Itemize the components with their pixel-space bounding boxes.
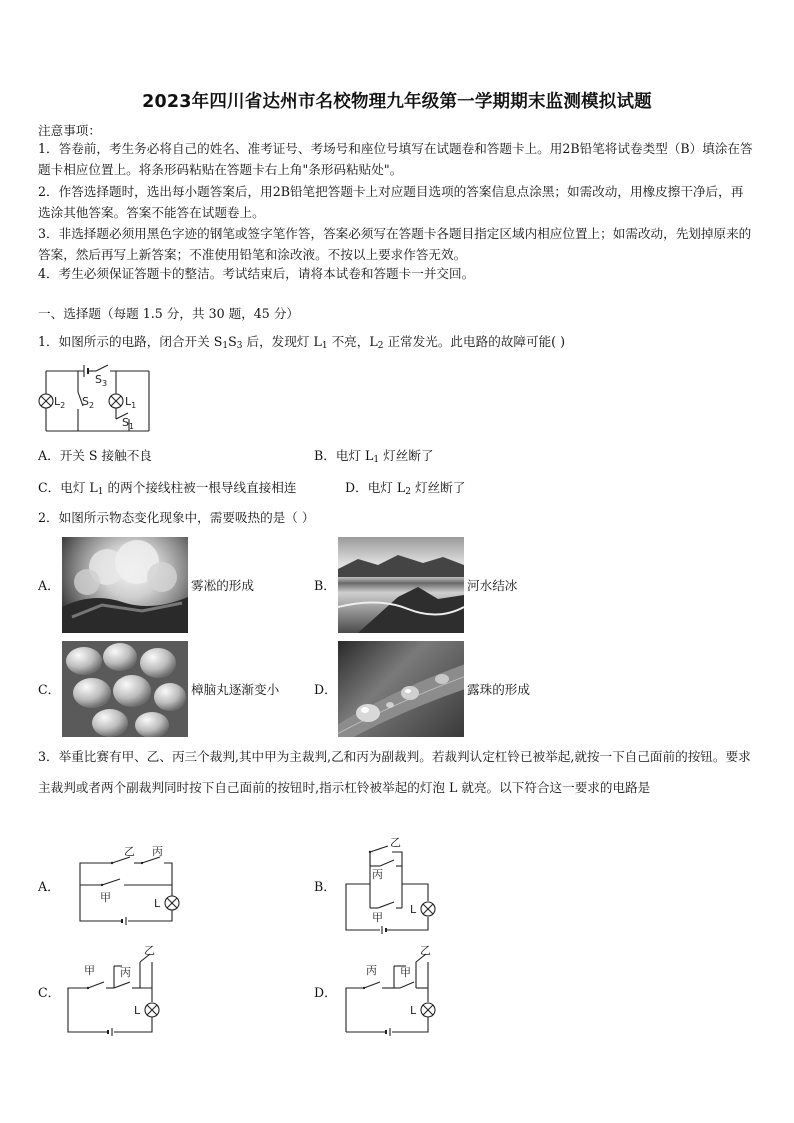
q1-option-d[interactable]: D．电灯 $L_2$ 灯丝断了 bbox=[345, 480, 466, 497]
q3c-label-bing: 丙 bbox=[120, 966, 131, 979]
q1-label-s2: $S_2$ bbox=[82, 395, 95, 410]
q3-option-b-letter[interactable]: B． bbox=[314, 879, 336, 894]
q2-option-b-caption: 河水结冰 bbox=[467, 578, 518, 593]
notice-item-1: 1．答卷前，考生务必将自己的姓名、准考证号、考场号和座位号填写在试题卷和答题卡上。用2B铅笔将试卷类型（B）填涂在答题卡相应位置上。将条形码粘贴在答题卡右上角"条形码粘贴处"。 bbox=[38, 141, 753, 177]
q1-stem: 1．如图所示的电路，闭合开关 $S_1S_3$ 后，发现灯 $L_1$ 不亮，$L_2$ 正常发光。此电路的故障可能( ) bbox=[38, 334, 566, 351]
q3a-label-lamp: L bbox=[154, 897, 161, 910]
q3a-label-bing: 丙 bbox=[152, 845, 163, 858]
q2-option-d-caption: 露珠的形成 bbox=[467, 682, 530, 697]
q3d-label-yi: 乙 bbox=[420, 944, 431, 957]
q1-label-l1: $L_1$ bbox=[125, 395, 137, 410]
q3-circuit-d bbox=[340, 940, 452, 1040]
page-title: 2023年四川省达州市名校物理九年级第一学期期末监测模拟试题 bbox=[142, 92, 652, 112]
q2-option-b-letter[interactable]: B． bbox=[314, 578, 336, 593]
q2-photo-dew bbox=[338, 641, 464, 737]
q3c-label-lamp: L bbox=[134, 1004, 141, 1017]
q1-option-a[interactable]: A．开关 S 接触不良 bbox=[38, 448, 152, 463]
q3d-label-bing: 丙 bbox=[366, 964, 377, 977]
q1-option-c[interactable]: C．电灯 $L_1$ 的两个接线柱被一根导线直接相连 bbox=[38, 480, 297, 497]
notice-item-3: 3．非选择题必须用黑色字迹的钢笔或签字笔作答，答案必须写在答题卡各题目指定区域内相应位置上；如需改动，先划掉原来的答案，然后再写上新答案；不准使用铅笔和涂改液。不按以上要求作答无效。 bbox=[38, 226, 752, 262]
q3-circuit-c bbox=[64, 940, 176, 1040]
q2-option-c-caption: 樟脑丸逐渐变小 bbox=[191, 682, 280, 697]
notice-item-2: 2．作答选择题时，选出每小题答案后，用2B铅笔把答题卡上对应题目选项的答案信息点涂黑；如需改动，用橡皮擦干净后，再选涂其他答案。答案不能答在试题卷上。 bbox=[38, 184, 744, 220]
q3a-label-jia: 甲 bbox=[100, 891, 111, 904]
q1-label-s3: $S_3$ bbox=[95, 373, 108, 388]
q3-circuit-a bbox=[72, 843, 192, 929]
q2-option-c-letter[interactable]: C． bbox=[38, 682, 61, 697]
q2-photo-river-ice bbox=[338, 537, 464, 633]
q1-label-l2: $L_2$ bbox=[54, 395, 66, 410]
q3d-label-lamp: L bbox=[410, 1004, 417, 1017]
q3c-label-yi: 乙 bbox=[144, 944, 155, 957]
q3a-label-yi: 乙 bbox=[124, 845, 135, 858]
notice-heading: 注意事项： bbox=[38, 123, 101, 138]
q3c-label-jia: 甲 bbox=[84, 964, 95, 977]
q3-option-a-letter[interactable]: A． bbox=[38, 879, 60, 894]
q2-photo-rime bbox=[62, 537, 188, 633]
q3-option-d-letter[interactable]: D． bbox=[314, 985, 337, 1000]
q1-circuit-diagram bbox=[34, 356, 158, 436]
q2-option-a-caption: 雾凇的形成 bbox=[191, 578, 254, 593]
q3b-label-jia: 甲 bbox=[372, 911, 383, 924]
q3d-label-jia: 甲 bbox=[400, 966, 411, 979]
q3-circuit-b bbox=[338, 838, 438, 938]
notice-item-4: 4．考生必须保证答题卡的整洁。考试结束后，请将本试卷和答题卡一并交回。 bbox=[38, 266, 475, 281]
q1-option-b[interactable]: B．电灯 $L_1$ 灯丝断了 bbox=[314, 448, 434, 465]
section-heading: 一、选择题（每题 1.5 分，共 30 题，45 分） bbox=[38, 306, 300, 321]
q3-option-c-letter[interactable]: C． bbox=[38, 985, 61, 1000]
q2-photo-mothballs bbox=[62, 641, 188, 737]
q3b-label-lamp: L bbox=[410, 903, 417, 916]
q2-option-d-letter[interactable]: D． bbox=[314, 682, 337, 697]
q3-stem: 3．举重比赛有甲、乙、丙三个裁判,其中甲为主裁判,乙和丙为副裁判。若裁判认定杠铃已被举起,就按一下自己面前的按钮。要求主裁判或者两个副裁判同时按下自己面前的按钮时,指示杠铃被举起的灯泡 L 就亮。以下符合这一要求的电路是 bbox=[38, 749, 751, 795]
q2-stem: 2．如图所示物态变化现象中，需要吸热的是（ ） bbox=[38, 510, 315, 525]
q1-label-s1: $S_1$ bbox=[122, 416, 135, 431]
q3b-label-bing: 丙 bbox=[372, 868, 383, 881]
q2-option-a-letter[interactable]: A． bbox=[38, 578, 60, 593]
q3b-label-yi: 乙 bbox=[390, 836, 401, 849]
